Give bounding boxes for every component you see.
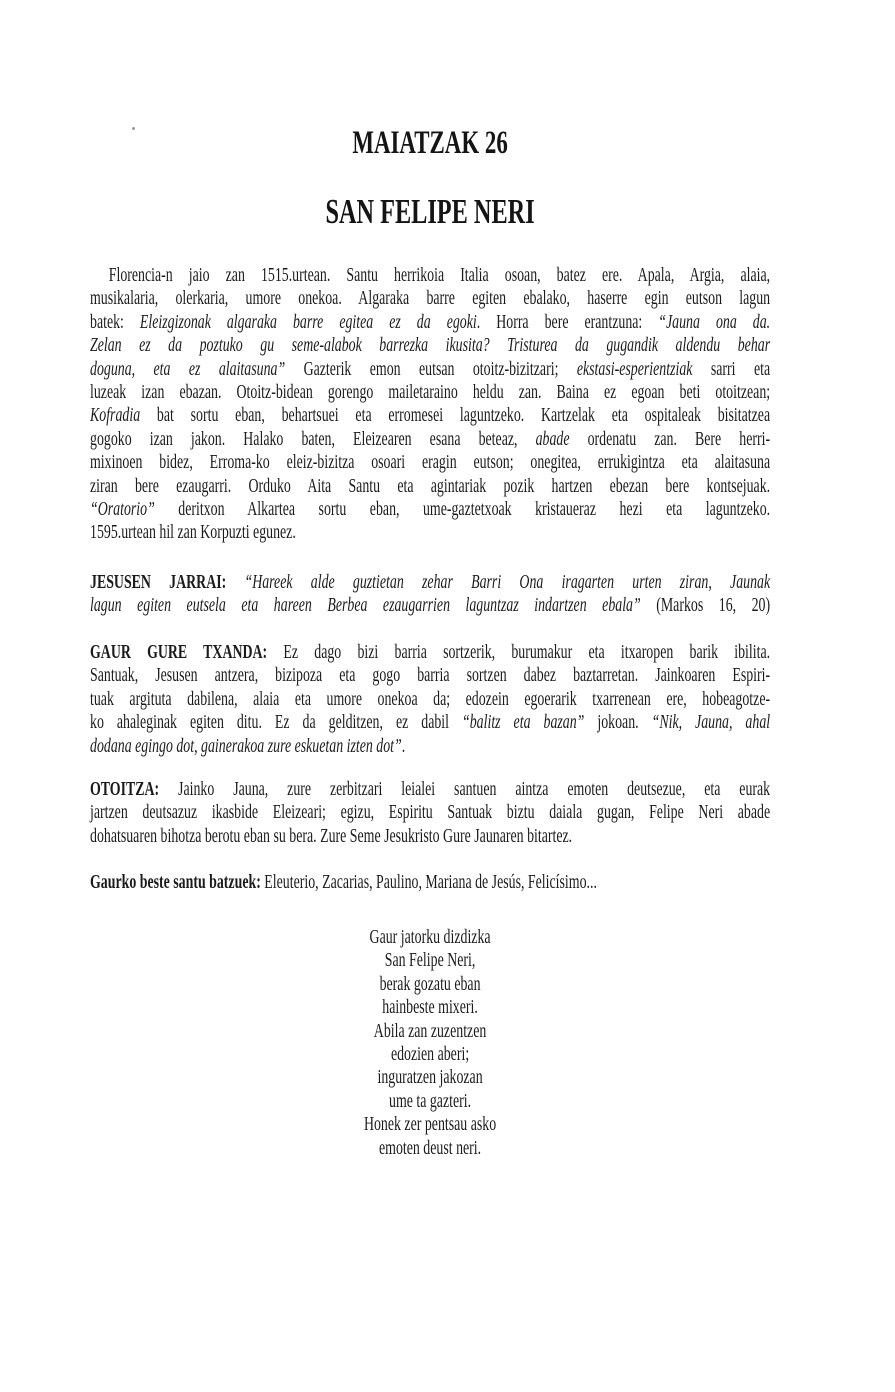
text-segment: “Hareek alde guztietan zehar Barri Ona iragarten urten ziran, Jaunak bbox=[244, 571, 771, 593]
paragraph-biography bbox=[90, 264, 770, 545]
text-line bbox=[90, 475, 770, 498]
poem-line: edozien aberi; bbox=[390, 1043, 470, 1066]
text-line bbox=[90, 358, 770, 381]
text-segment: mixinoen bidez, Erroma-ko eleiz-bizitza osoari eragin eutson; onegitea, errukigintza eta alaitasuna bbox=[90, 451, 771, 474]
text-segment: JESUSEN JARRAI: bbox=[90, 571, 245, 593]
paragraph-other-saints bbox=[90, 871, 770, 894]
text-segment: musikalaria, olerkaria, umore onekoa. Algaraka barre egiten ebalako, haserre egin eutson lagun bbox=[90, 287, 771, 310]
text-line bbox=[90, 521, 770, 544]
text-segment: Gaurko beste santu batzuek: bbox=[90, 871, 265, 893]
text-segment: Florencia-n jaio zan 1515.urtean. Santu herrikoia Italia osoan, batez ere. Apala, Argia, alaia, bbox=[108, 264, 771, 286]
poem-line: berak gozatu eban bbox=[379, 972, 481, 995]
text-segment: gogoko izan jakon. Halako baten, Eleizearen esana beteaz, bbox=[90, 427, 536, 450]
text-line bbox=[90, 664, 770, 687]
poem-line: Gaur jatorku dizdizka bbox=[369, 926, 491, 948]
text-line bbox=[90, 641, 770, 664]
text-line bbox=[90, 778, 770, 801]
text-segment: luzeak izan ebazan. Otoitz-bidean gorengo mailetaraino heldu zan. Baina ez egoan beti otoitzean; bbox=[90, 381, 771, 404]
text-line bbox=[90, 264, 770, 287]
text-line bbox=[90, 381, 770, 404]
text-segment: Zelan ez da poztuko gu seme-alabok barrezka ikusita? Tristurea da gugandik aldendu behar bbox=[90, 334, 771, 357]
text-segment: abade bbox=[535, 427, 570, 450]
text-segment: OTOITZA: bbox=[90, 778, 179, 800]
text-segment: ko ahaleginak egiten ditu. Ez da gelditzen, ez dabil bbox=[90, 711, 463, 734]
poem-line: ume ta gazteri. bbox=[389, 1089, 472, 1112]
text-line bbox=[90, 428, 770, 451]
text-segment: deritxon Alkartea sortu eban, ume-gaztetxoak kristaueraz hezi eta laguntzeko. bbox=[154, 498, 771, 521]
text-segment: jartzen deutsazuz ikasbide Eleizeari; egizu, Espiritu Santuak biztu daiala gugan, Felipe Neri abade bbox=[90, 801, 771, 824]
text-line bbox=[90, 825, 770, 848]
text-line bbox=[90, 334, 770, 357]
text-segment: Kofradia bbox=[90, 404, 141, 427]
text-segment: ziran bere ezaugarri. Orduko Aita Santu eta agintariak pozik hartzen ebezan bere kontsejuak. bbox=[90, 474, 771, 497]
text-line bbox=[90, 711, 770, 734]
text-segment: dohatsuaren bihotza berotu eban su bera. Zure Seme Jesukristo Gure Jaunaren bitartez. bbox=[90, 824, 573, 847]
text-segment: . Horra bere erantzuna: bbox=[476, 310, 659, 333]
text-segment: ordenatu zan. Bere herri- bbox=[569, 427, 771, 450]
text-line bbox=[90, 404, 770, 427]
text-line bbox=[90, 287, 770, 310]
paragraph-jesusen-jarrai bbox=[90, 571, 770, 618]
text-segment: sarri eta bbox=[692, 357, 771, 380]
text-segment: Jainko Jauna, zure zerbitzari leialei santuen aintza emoten deutsezue, eta eurak bbox=[178, 778, 771, 800]
text-line bbox=[90, 451, 770, 474]
paragraph-otoitza bbox=[90, 778, 770, 848]
text-line bbox=[90, 801, 770, 824]
text-segment: Santuak, Jesusen antzera, bizipoza eta gogo barria sortzen dabez baztarretan. Jainkoaren Espiri- bbox=[90, 664, 771, 687]
poem-line: emoten deust neri. bbox=[378, 1136, 482, 1159]
text-line bbox=[90, 311, 770, 334]
text-segment: batek: bbox=[90, 310, 140, 333]
text-line bbox=[90, 871, 770, 894]
text-block bbox=[90, 0, 770, 1392]
text-segment: 1595.urtean hil zan Korpuzti egunez. bbox=[90, 521, 296, 544]
paragraph-gaur-gure-txanda bbox=[90, 641, 770, 758]
text-segment: “Oratorio” bbox=[90, 498, 155, 521]
text-segment: “balitz eta bazan” bbox=[462, 711, 585, 734]
text-line bbox=[90, 594, 770, 617]
text-segment: “Nik, Jauna, ahal bbox=[651, 711, 771, 734]
poem-line: Honek zer pentsau asko bbox=[363, 1113, 497, 1136]
text-segment: Eleizgizonak algaraka barre egitea ez da egoki bbox=[139, 310, 477, 333]
text-line bbox=[90, 688, 770, 711]
poem bbox=[90, 926, 770, 1160]
text-segment: Eleuterio, Zacarias, Paulino, Mariana de Jesús, Felicísimo... bbox=[264, 871, 597, 893]
poem-line: San Felipe Neri, bbox=[384, 949, 476, 972]
text-line bbox=[90, 571, 770, 594]
poem-line: Abila zan zuzentzen bbox=[373, 1019, 487, 1042]
text-segment: jokoan. bbox=[584, 711, 652, 734]
text-segment: ekstasi-esperientziak bbox=[576, 357, 693, 380]
text-segment: lagun egiten eutsela eta hareen Berbea ezaugarrien laguntzaz indartzen ebala” bbox=[90, 594, 641, 617]
text-segment: GAUR GURE TXANDA: bbox=[90, 641, 284, 663]
text-line bbox=[90, 498, 770, 521]
text-segment: bat sortu eban, behartsuei eta erromesei laguntzeko. Kartzelak eta ospitaleak bisitatzea bbox=[140, 404, 771, 427]
text-segment: Ez dago bizi barria sortzerik, burumakur eta itxaropen barik ibilita. bbox=[283, 641, 771, 663]
text-segment: “Jauna ona da. bbox=[658, 310, 771, 333]
text-segment: dodana egingo dot, gainerakoa zure eskuetan izten dot” bbox=[90, 734, 402, 757]
text-segment: Gazterik emon eutsan otoitz-bizitzari; bbox=[285, 357, 577, 380]
text-segment: (Markos 16, 20) bbox=[640, 594, 771, 617]
text-segment: doguna, eta ez alaitasuna” bbox=[90, 357, 286, 380]
text-segment: tuak argituta dabilena, alaia eta umore onekoa da; edozein egoerarik txarrenean ere, hobeagotze- bbox=[90, 687, 771, 710]
text-segment: . bbox=[401, 734, 406, 757]
poem-line: hainbeste mixeri. bbox=[382, 996, 478, 1019]
text-line bbox=[90, 735, 770, 758]
date-title: MAIATZAK 26 bbox=[352, 125, 508, 161]
page-title: SAN FELIPE NERI bbox=[325, 192, 535, 231]
poem-line: inguratzen jakozan bbox=[377, 1066, 483, 1089]
